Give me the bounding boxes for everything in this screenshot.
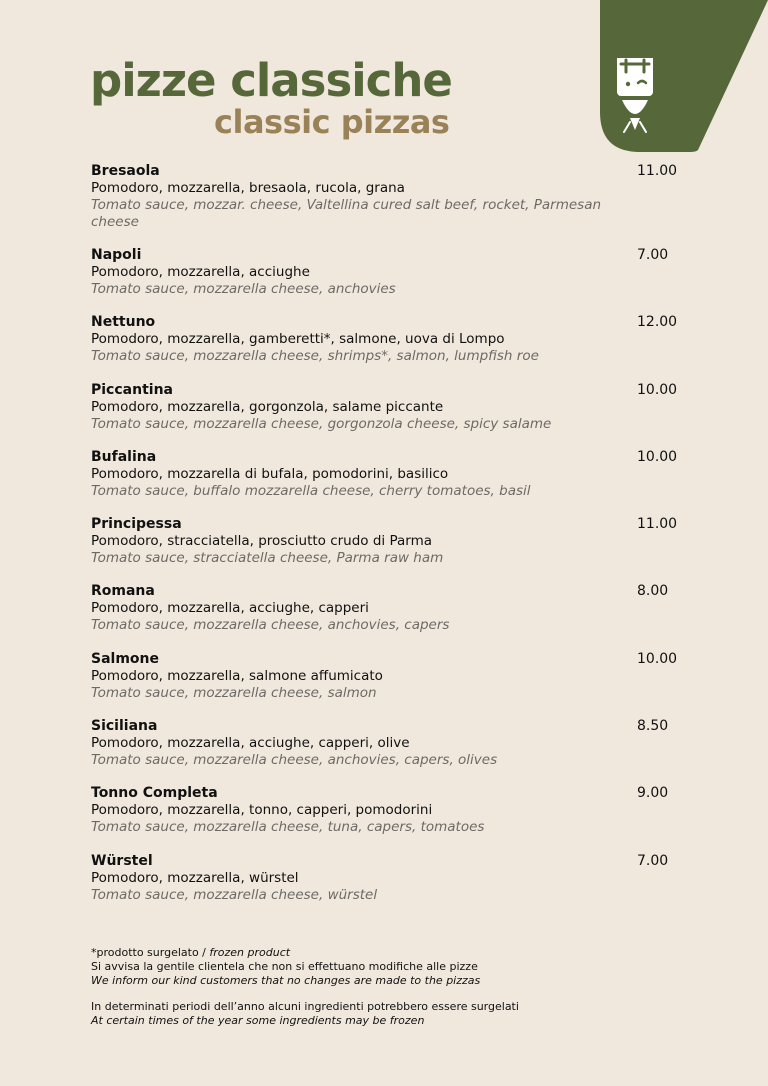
menu-item: [91, 651, 681, 718]
item-price: 10.00: [637, 448, 678, 465]
item-ingredients-en: Tomato sauce, mozzarella cheese, salmon: [91, 684, 377, 701]
item-ingredients-en: Tomato sauce, mozzarella cheese, gorgonzola cheese, spicy salame: [91, 415, 552, 432]
item-price: 7.00: [637, 852, 669, 869]
pizza-menu-list: [91, 163, 681, 920]
item-ingredients-it: Pomodoro, mozzarella, gorgonzola, salame piccante: [91, 398, 444, 415]
item-ingredients-en: Tomato sauce, mozzarella cheese, anchovies: [91, 281, 396, 297]
item-price: 7.00: [637, 247, 669, 263]
item-name: Bresaola: [91, 163, 160, 179]
menu-item: [91, 785, 681, 852]
item-price: 11.00: [637, 163, 678, 179]
item-price: 8.50: [637, 718, 669, 735]
menu-item: [91, 163, 681, 247]
item-price: 9.00: [637, 785, 669, 802]
page-subtitle: classic pizzas: [214, 103, 450, 141]
item-ingredients-it: Pomodoro, mozzarella, acciughe: [91, 264, 310, 280]
item-name: Bufalina: [91, 448, 157, 465]
item-ingredients-it: Pomodoro, mozzarella di bufala, pomodorini, basilico: [91, 465, 449, 482]
no-changes-note-en: We inform our kind customers that no changes are made to the pizzas: [91, 974, 481, 987]
item-ingredients-it: Pomodoro, mozzarella, würstel: [91, 869, 299, 886]
item-name: Napoli: [91, 247, 142, 263]
menu-item: [91, 314, 681, 381]
item-price: 10.00: [637, 650, 678, 667]
item-ingredients-it: Pomodoro, mozzarella, acciughe, capperi: [91, 600, 369, 617]
frozen-note: [91, 946, 651, 960]
no-changes-note-it: Si avvisa la gentile clientela che non si effettuano modifiche alle pizze: [91, 960, 478, 973]
item-name: Piccantina: [91, 381, 173, 398]
menu-item: [91, 516, 681, 583]
item-name: Tonno Completa: [91, 785, 218, 802]
menu-item: [91, 853, 681, 920]
menu-item: [91, 247, 681, 314]
item-ingredients-en: Tomato sauce, stracciatella cheese, Parma raw ham: [91, 550, 444, 567]
item-price: 10.00: [637, 381, 678, 398]
seasonal-note-it: In determinati periodi dell’anno alcuni ingredienti potrebbero essere surgelati: [91, 1000, 519, 1013]
item-ingredients-en: Tomato sauce, mozzarella cheese, tuna, capers, tomatoes: [91, 819, 485, 836]
footnotes: [91, 946, 651, 1028]
frozen-note-it: *prodotto surgelato /: [91, 946, 210, 959]
corner-badge: [600, 0, 768, 152]
item-ingredients-it: Pomodoro, mozzarella, acciughe, capperi, olive: [91, 735, 410, 752]
seasonal-note-en: At certain times of the year some ingredients may be frozen: [91, 1014, 425, 1027]
item-ingredients-en: Tomato sauce, mozzarella cheese, anchovies, capers, olives: [91, 752, 498, 769]
item-name: Siciliana: [91, 718, 158, 735]
item-price: 8.00: [637, 583, 669, 600]
item-ingredients-it: Pomodoro, mozzarella, bresaola, rucola, grana: [91, 180, 405, 196]
item-ingredients-en: Tomato sauce, buffalo mozzarella cheese, cherry tomatoes, basil: [91, 482, 531, 499]
page-title: pizze classiche: [90, 54, 452, 107]
item-name: Würstel: [91, 852, 153, 869]
menu-item: [91, 449, 681, 516]
menu-item: [91, 583, 681, 650]
menu-item: [91, 382, 681, 449]
item-ingredients-en: Tomato sauce, mozzarella cheese, würstel: [91, 886, 378, 903]
item-ingredients-en: Tomato sauce, mozzarella cheese, shrimps*, salmon, lumpfish roe: [91, 348, 539, 365]
item-ingredients-it: Pomodoro, mozzarella, tonno, capperi, pomodorini: [91, 802, 433, 819]
frozen-note-en: frozen product: [209, 946, 291, 959]
item-name: Romana: [91, 583, 155, 600]
item-name: Principessa: [91, 516, 182, 533]
item-price: 12.00: [637, 314, 678, 331]
item-ingredients-it: Pomodoro, mozzarella, salmone affumicato: [91, 667, 383, 684]
item-ingredients-it: Pomodoro, mozzarella, gamberetti*, salmone, uova di Lompo: [91, 331, 505, 348]
menu-item: [91, 718, 681, 785]
item-name: Salmone: [91, 650, 159, 667]
item-price: 11.00: [637, 516, 678, 533]
item-name: Nettuno: [91, 314, 156, 331]
item-ingredients-en: Tomato sauce, mozzar. cheese, Valtellina cured salt beef, rocket, Parmesan cheese: [91, 197, 602, 230]
item-ingredients-en: Tomato sauce, mozzarella cheese, anchovies, capers: [91, 617, 450, 634]
item-ingredients-it: Pomodoro, stracciatella, prosciutto crudo di Parma: [91, 533, 433, 550]
